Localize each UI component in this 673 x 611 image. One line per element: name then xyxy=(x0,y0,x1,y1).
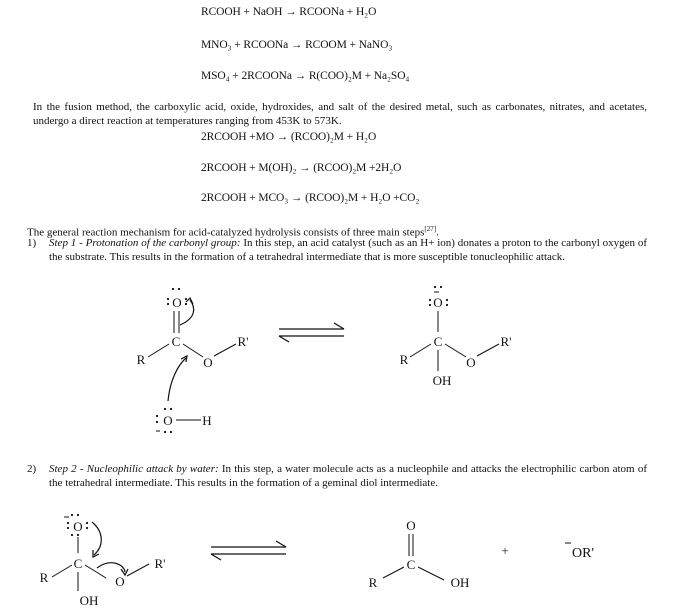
intermediate-r-group: R xyxy=(399,352,409,367)
attacked-top-oxygen: O xyxy=(73,519,83,534)
mechanism-intro-text: The general reaction mechanism for acid-catalyzed hydrolysis consists of three main steps xyxy=(27,226,425,239)
equation-neutralization: RCOOH + NaOH → RCOONa + H₂O xyxy=(201,6,377,18)
water-oxygen: O xyxy=(163,413,173,428)
plus-sign: + xyxy=(501,543,509,558)
carbonyl-carbon: C xyxy=(171,334,181,349)
step-2-number: 2) xyxy=(27,463,37,475)
step-2-paragraph xyxy=(27,463,647,490)
fusion-paragraph: In the fusion method, the carboxylic acid, oxide, hydroxides, and salt of the desired metal, such as carbonates, nitrates, and acetates, undergo a direct reaction at temperatures ranging from 453K to 573K. xyxy=(33,101,647,127)
scheme-nucleophilic-attack xyxy=(0,508,673,611)
step-1-text: In this step, an acid catalyst (such as an H+ ion) donates a proton to the carbonyl oxygen of the substrate. This results in the formation of a tetrahedral intermediate that is more susceptible tonucleophilic attack. xyxy=(49,237,647,263)
equation-metathesis-nitrate: MNO₃ + RCOONa → RCOOM + NaNO₃ xyxy=(201,39,393,51)
carbonyl-oxygen: O xyxy=(172,295,182,310)
alkoxide-label: OR' xyxy=(572,546,594,561)
intermediate-carbon: C xyxy=(433,334,443,349)
acid-carbon: C xyxy=(406,557,416,572)
citation-ref: [27] xyxy=(424,225,437,233)
mechanism-intro-end: . xyxy=(436,226,439,239)
equation-metathesis-sulfate: MSO₄ + 2RCOONa → R(COO)₂M + Na₂SO₄ xyxy=(201,70,410,82)
intermediate-ester-oxygen: O xyxy=(466,355,476,370)
scheme-protonation xyxy=(0,280,673,445)
attacked-ester-oxygen: O xyxy=(115,574,125,589)
step-1-paragraph xyxy=(27,237,647,264)
equation-fusion-hydroxide: 2RCOOH + M(OH)₂ → (RCOO)₂M +2H₂O xyxy=(201,162,402,174)
r-prime-group: R' xyxy=(237,334,249,349)
equation-fusion-oxide: 2RCOOH +MO → (RCOO)₂M + H₂O xyxy=(201,131,377,143)
attacked-carbon: C xyxy=(73,556,83,571)
attacked-hydroxyl: OH xyxy=(79,593,99,608)
step-2-title: Step 2 - Nucleophilic attack by water: xyxy=(49,463,219,475)
carboxylic-acid-product xyxy=(369,518,470,590)
water-hydrogen: H xyxy=(202,413,212,428)
attacked-r-group: R xyxy=(39,570,49,585)
intermediate-top-oxygen: O xyxy=(433,295,443,310)
ester-oxygen: O xyxy=(203,355,213,370)
equilibrium-arrow-2 xyxy=(211,541,286,560)
water-molecule xyxy=(156,408,212,433)
r-group: R xyxy=(136,352,146,367)
alkoxide-leaving-group xyxy=(565,543,594,561)
acid-carbonyl-oxygen: O xyxy=(406,518,416,533)
step-1-number: 1) xyxy=(27,237,37,249)
attacked-r-prime: R' xyxy=(154,556,166,571)
tetrahedral-intermediate xyxy=(400,286,512,388)
ester-structure xyxy=(137,288,249,401)
equation-fusion-carbonate: 2RCOOH + MCO₃ → (RCOO)₂M + H₂O +CO₂ xyxy=(201,192,420,204)
acid-hydroxyl: OH xyxy=(450,575,470,590)
step-1-title: Step 1 - Protonation of the carbonyl group: xyxy=(49,237,241,249)
intermediate-r-prime: R' xyxy=(500,334,512,349)
attacked-intermediate xyxy=(40,514,166,608)
acid-r-group: R xyxy=(368,575,378,590)
intermediate-hydroxyl: OH xyxy=(432,373,452,388)
step-2-text: In this step, a water molecule acts as a nucleophile and attacks the electrophilic carbon atom of the tetrahedral intermediate. This results in the formation of a geminal diol intermediate. xyxy=(49,463,647,489)
equilibrium-arrow xyxy=(279,323,344,342)
